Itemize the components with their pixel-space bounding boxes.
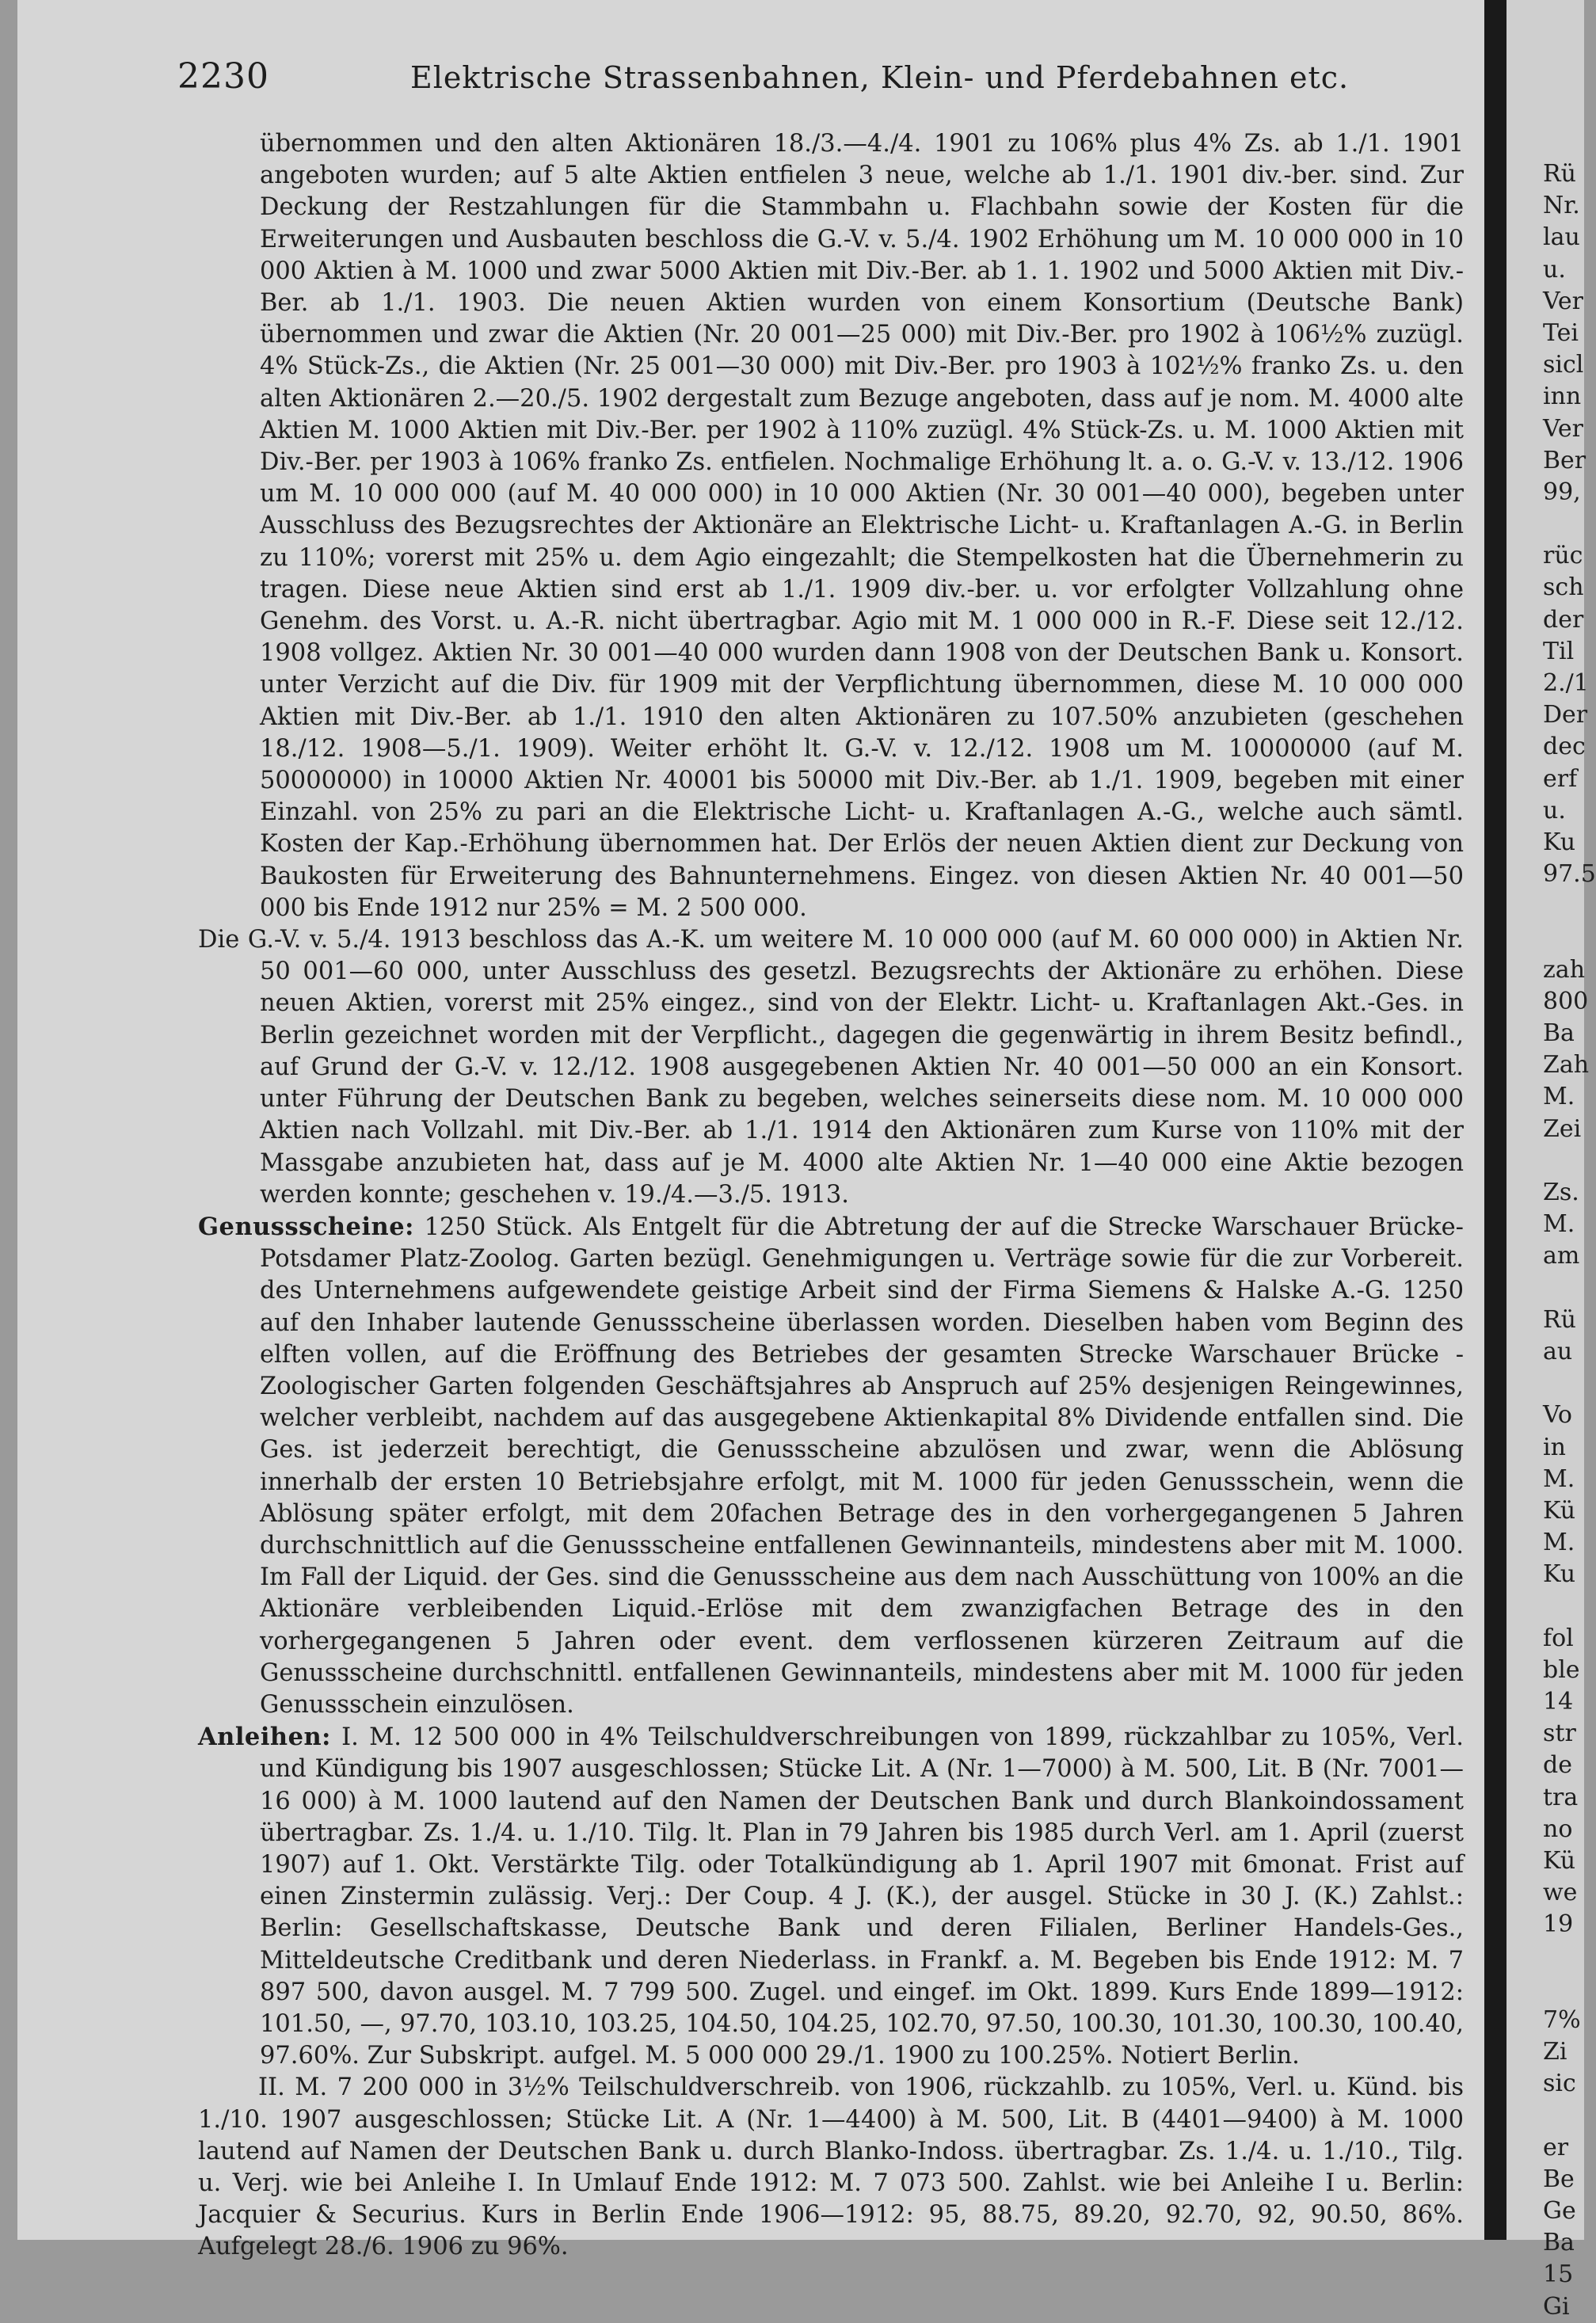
adjacent-page-fragment: Ber xyxy=(1543,446,1586,474)
adjacent-page-fragment: 15 xyxy=(1543,2260,1574,2289)
adjacent-page-fragment: Zah xyxy=(1543,1051,1590,1080)
paragraph-text: I. M. 12 500 000 in 4% Teilschuldverschreibungen von 1899, rückzahlbar zu 105%, Verl. und Kündigung bis 1907 ausgeschlossen; Stücke Lit. A (Nr. 1—7000) à M. 500, Lit. B (Nr. 7001—16 000) à M. 1000 lautend auf den Namen der Deutschen Bank und durch Blankoindossament übertragbar. Zs. 1./4. u. 1./10. Tilg. lt. Plan in 79 Jahren bis 1985 durch Verl. am 1. April (zuerst 1907) auf 1. Okt. Verstärkte Tilg. oder Totalkündigung ab 1. April 1907 mit 6monat. Frist auf einen Zinstermin zulässig. Verj.: Der Coup. 4 J. (K.), der ausgel. Stücke in 30 J. (K.) Zahlst.: Berlin: Gesellschaftskasse, Deutsche Bank und deren Filialen, Berliner Handels-Ges., Mitteldeutsche Creditbank und deren Niederlass. in Frankf. a. M. Begeben bis Ende 1912: M. 7 897 500, davon ausgel. M. 7 799 500. Zugel. und eingef. im Okt. 1899. Kurs Ende 1899—1912: 101.50, —, 97.70, 103.10, 103.25, 104.50, 104.25, 102.70, 97.50, 100.30, 101.30, 100.30, 100.40, 97.60%. Zur Subskript. aufgel. M. 5 000 000 29./1. 1900 zu 100.25%. Notiert Berlin. xyxy=(260,1723,1464,2070)
adjacent-page-fragment: ble xyxy=(1543,1655,1580,1684)
adjacent-page-fragment: Ba xyxy=(1543,1019,1575,1048)
running-title: Elektrische Strassenbahnen, Klein- und Pferdebahnen etc. xyxy=(410,60,1350,95)
adjacent-page-fragment: str xyxy=(1543,1719,1576,1748)
adjacent-page-fragment: 19 xyxy=(1543,1910,1574,1939)
adjacent-page-fragment: dec xyxy=(1543,733,1586,761)
paragraph-genussscheine xyxy=(198,1211,1464,1721)
paragraph-text: II. M. 7 200 000 in 3½% Teilschuldverschreib. von 1906, rückzahlb. zu 105%, Verl. u. Künd. bis 1./10. 1907 ausgeschlossen; Stücke Lit. A (Nr. 1—4400) à M. 500, Lit. B (4401—9400) à M. 1000 lautend auf Namen der Deutschen Bank u. durch Blanko-Indoss. übertragbar. Zs. 1./4. u. 1./10., Tilg. u. Verj. wie bei Anleihe I. In Umlauf Ende 1912: M. 7 073 500. Zahlst. wie bei Anleihe I u. Berlin: Jacquier & Securius. Kurs in Berlin Ende 1906—1912: 95, 88.75, 89.20, 92.70, 92, 90.50, 86%. Aufgelegt 28./6. 1906 zu 96%. xyxy=(198,2074,1464,2261)
adjacent-page-fragment: er xyxy=(1543,2133,1569,2161)
paragraph-text: Die G.-V. v. 5./4. 1913 beschloss das A.-K. um weitere M. 10 000 000 (auf M. 60 000 000) in Aktien Nr. 50 001—60 000, unter Ausschluss des gesetzl. Bezugsrechts der Aktionäre zu erhöhen. Diese neuen Aktien, vorerst mit 25% eingez., sind von der Elektr. Licht- u. Kraftanlagen Akt.-Ges. in Berlin gezeichnet worden mit der Verpflicht., dagegen die gegenwärtig in ihrem Besitz befindl., auf Grund der G.-V. v. 12./12. 1908 ausgegebenen Aktien Nr. 40 001—50 000 an ein Konsort. unter Führung der Deutschen Bank zu begeben, welches seinerseits diese nom. M. 10 000 000 Aktien nach Vollzahl. mit Div.-Ber. ab 1./1. 1914 den Aktionären zum Kurse von 110% mit der Massgabe anzubieten hat, dass auf je M. 4000 alte Aktien Nr. 1—40 000 eine Aktie bezogen werden konnte; geschehen v. 19./4.—3./5. 1913. xyxy=(198,926,1464,1209)
paragraph-anleihen-ii xyxy=(198,2072,1464,2263)
adjacent-page-fragment: Til xyxy=(1543,637,1575,665)
adjacent-page-fragment: M. xyxy=(1543,1083,1575,1111)
adjacent-page-fragment: 99, xyxy=(1543,478,1581,506)
adjacent-page-fragment: rüc xyxy=(1543,542,1583,570)
body-text xyxy=(198,128,1464,2264)
adjacent-page-fragment xyxy=(1543,1273,1590,1304)
adjacent-page-fragment: Nr. xyxy=(1543,192,1580,220)
adjacent-page-fragment: 800 xyxy=(1543,987,1589,1015)
adjacent-page-fragment: Kü xyxy=(1543,1846,1576,1875)
adjacent-page-fragment: Zi xyxy=(1543,2038,1567,2066)
adjacent-page-fragment: Ge xyxy=(1543,2197,1576,2225)
section-keyword: Anleihen: xyxy=(198,1723,331,1752)
adjacent-page-fragment: Tei xyxy=(1543,318,1579,347)
adjacent-page-fragment xyxy=(1543,890,1590,922)
adjacent-page-fragment xyxy=(1543,1590,1590,1622)
adjacent-page-fragment: we xyxy=(1543,1879,1578,1907)
adjacent-page-fragment: 7% xyxy=(1543,2005,1581,2034)
adjacent-page-fragment: Ku xyxy=(1543,828,1576,856)
adjacent-page-fragment: M. xyxy=(1543,1464,1575,1493)
adjacent-page-fragment: Ba xyxy=(1543,2229,1575,2257)
adjacent-page-fragment: Rü xyxy=(1543,160,1576,188)
adjacent-page-fragment: Be xyxy=(1543,2165,1575,2193)
section-keyword: Genussscheine: xyxy=(198,1212,414,1241)
adjacent-page-fragment: M. xyxy=(1543,1529,1575,1557)
adjacent-page-fragment: sicl xyxy=(1543,351,1584,379)
page-number: 2230 xyxy=(177,56,269,97)
adjacent-page-fragment: Zs. xyxy=(1543,1179,1579,1206)
book-page xyxy=(17,0,1500,2261)
adjacent-page-fragment: 2./1 xyxy=(1543,669,1589,697)
adjacent-page-fragment: Der xyxy=(1543,701,1588,729)
book-gutter xyxy=(1484,0,1506,2240)
adjacent-page-fragment: sch xyxy=(1543,573,1584,602)
adjacent-page-fragment: de xyxy=(1543,1751,1572,1780)
adjacent-page-fragment: lau xyxy=(1543,223,1580,252)
adjacent-page-fragment: u. xyxy=(1543,796,1566,824)
adjacent-page-fragment xyxy=(1543,1941,1590,1973)
adjacent-page-fragment xyxy=(1543,923,1590,954)
adjacent-page-fragment: Kü xyxy=(1543,1496,1576,1525)
adjacent-page-fragment: fol xyxy=(1543,1624,1574,1652)
adjacent-page-fragment: M. xyxy=(1543,1210,1575,1239)
adjacent-page-fragment: tra xyxy=(1543,1783,1579,1811)
paragraph-text: 1250 Stück. Als Entgelt für die Abtretung der auf die Strecke Warschauer Brücke-Potsdamer Platz-Zoolog. Garten bezügl. Genehmigungen u. Verträge sowie für die zur Vorbereit. des Unternehmens aufgewendete geistige Arbeit sind der Firma Siemens & Halske A.-G. 1250 auf den Inhaber lautende Genussscheine überlassen worden. Dieselben haben vom Beginn des elften vollen, auf die Eröffnung des Betriebes der gesamten Strecke Warschauer Brücke - Zoologischer Garten folgenden Geschäftsjahres ab Anspruch auf 25% desjenigen Reingewinnes, welcher verbleibt, nachdem auf das ausgegebene Aktienkapital 8% Dividende entfallen sind. Die Ges. ist jederzeit berechtigt, die Genussscheine abzulösen und zwar, wenn die Ablösung innerhalb der ersten 10 Betriebsjahre erfolgt, mit M. 1000 für jeden Genussschein, wenn die Ablösung später erfolgt, mit dem 20fachen Betrage des in den vorhergegangenen 5 Jahren durchschnittlich auf die Genussscheine entfallenen Gewinnanteils, mindestens aber mit M. 1000. Im Fall der Liquid. der Ges. sind die Genussscheine aus dem nach Ausschüttung von 100% an die Aktionäre verbleibenden Liquid.-Erlöse mit dem zwanzigfachen Betrage des in den vorhergegangenen 5 Jahren oder event. dem verflossenen kürzeren Zeitraum auf die Genussscheine durchschnittl. entfallenen Gewinnanteils, mindestens aber mit M. 1000 für jeden Genussschein einzulösen. xyxy=(260,1213,1464,1719)
adjacent-page-fragment: in xyxy=(1543,1433,1566,1461)
adjacent-page-fragment: Ver xyxy=(1543,414,1584,443)
paragraph-capital-increase-1913 xyxy=(198,924,1464,1211)
adjacent-page-fragment: u. xyxy=(1543,255,1566,284)
paragraph-capital-history xyxy=(198,128,1464,924)
adjacent-page-fragment: no xyxy=(1543,1815,1573,1843)
adjacent-page-fragment: inn xyxy=(1543,383,1582,411)
adjacent-page-fragment: zah xyxy=(1543,955,1586,984)
adjacent-page-fragment xyxy=(1543,1145,1590,1177)
adjacent-page-fragment: Vo xyxy=(1543,1401,1572,1430)
paragraph-text: übernommen und den alten Aktionären 18./3.—4./4. 1901 zu 106% plus 4% Zs. ab 1./1. 1901 angeboten wurden; auf 5 alte Aktien entfielen 3 neue, welche ab 1./1. 1901 div.-ber. sind. Zur Deckung der Restzahlungen für die Stammbahn u. Flachbahn sowie der Kosten für die Erweiterungen und Ausbauten beschloss die G.-V. v. 5./4. 1902 Erhöhung um M. 10 000 000 in 10 000 Aktien à M. 1000 und zwar 5000 Aktien mit Div.-Ber. ab 1. 1. 1902 und 5000 Aktien mit Div.-Ber. ab 1./1. 1903. Die neuen Aktien wurden von einem Konsortium (Deutsche Bank) übernommen und zwar die Aktien (Nr. 20 001—25 000) mit Div.-Ber. pro 1902 à 106½% zuzügl. 4% Stück-Zs., die Aktien (Nr. 25 001—30 000) mit Div.-Ber. pro 1903 à 102½% franko Zs. u. den alten Aktionären 2.—20./5. 1902 dergestalt zum Bezuge angeboten, dass auf je nom. M. 4000 alte Aktien M. 1000 Aktien mit Div.-Ber. per 1902 à 110% zuzügl. 4% Stück-Zs. u. M. 1000 Aktien mit Div.-Ber. per 1903 à 106% franko Zs. entfielen. Nochmalige Erhöhung lt. a. o. G.-V. v. 13./12. 1906 um M. 10 000 000 (auf M. 40 000 000) in 10 000 Aktien (Nr. 30 001—40 000), begeben unter Ausschluss des Bezugsrechtes der Aktionäre an Elektrische Licht- u. Kraftanlagen A.-G. in Berlin zu 110%; vorerst mit 25% u. dem Agio eingezahlt; die Stempelkosten hat die Übernehmerin zu tragen. Diese neue Aktien sind erst ab 1./1. 1909 div.-ber. u. vor erfolgter Vollzahlung ohne Genehm. des Vorst. u. A.-R. nicht übertragbar. Agio mit M. 1 000 000 in R.-F. Diese seit 12./12. 1908 vollgez. Aktien Nr. 30 001—40 000 wurden dann 1908 von der Deutschen Bank u. Konsort. unter Verzicht auf die Div. für 1909 mit der Verpflichtung übernommen, diese M. 10 000 000 Aktien mit Div.-Ber. ab 1./1. 1910 den alten Aktionären zu 107.50% anzubieten (geschehen 18./12. 1908—5./1. 1909). Weiter erhöht lt. G.-V. v. 12./12. 1908 um M. 10000000 (auf M. 50000000) in 10000 Aktien Nr. 40001 bis 50000 mit Div.-Ber. ab 1./1. 1909, begeben mit einer Einzahl. von 25% zu pari an die Elektrische Licht- u. Kraftanlagen A.-G., welche auch sämtl. Kosten der Kap.-Erhöhung übernommen hat. Der Erlös der neuen Aktien dient zur Deckung von Baukosten für Erweiterung des Bahnunternehmens. Eingez. von diesen Aktien Nr. 40 001—50 000 bis Ende 1912 nur 25% = M. 2 500 000. xyxy=(260,130,1464,922)
adjacent-page-fragment: der xyxy=(1543,605,1584,634)
adjacent-page-fragment: Zei xyxy=(1543,1114,1582,1143)
adjacent-page-fragment: Ku xyxy=(1543,1560,1576,1589)
adjacent-page-fragment: Rü xyxy=(1543,1305,1576,1334)
adjacent-page-fragments xyxy=(1543,158,1596,2323)
adjacent-page-fragment: 14 xyxy=(1543,1688,1574,1716)
adjacent-page-fragment: erf xyxy=(1543,764,1578,793)
adjacent-page-fragment xyxy=(1543,1368,1590,1400)
adjacent-page-fragment: Ver xyxy=(1543,287,1584,315)
adjacent-page-fragment xyxy=(1543,2100,1590,2131)
adjacent-page-fragment xyxy=(1543,508,1590,540)
adjacent-page-fragment: 97.5 xyxy=(1543,860,1596,889)
adjacent-page-fragment: Gi xyxy=(1543,2292,1570,2321)
paragraph-anleihen-i xyxy=(198,1721,1464,2072)
adjacent-page-fragment: au xyxy=(1543,1337,1573,1365)
adjacent-page-fragment: sic xyxy=(1543,2070,1576,2098)
adjacent-page-fragment: am xyxy=(1543,1242,1580,1270)
adjacent-page-fragment xyxy=(1543,1973,1590,2005)
